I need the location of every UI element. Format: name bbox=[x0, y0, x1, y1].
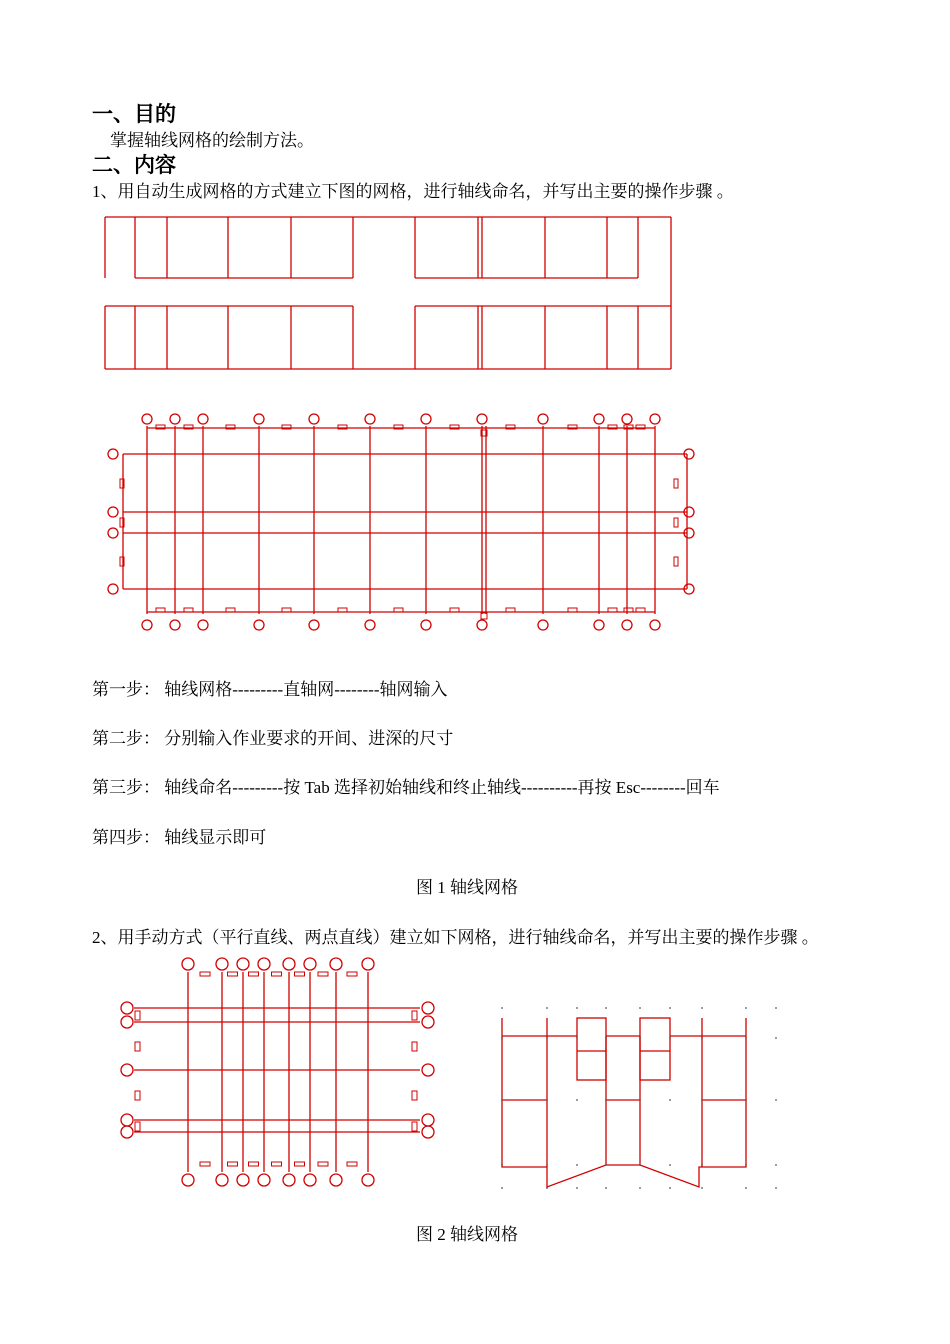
grid-dot bbox=[745, 1164, 747, 1166]
dim-tag bbox=[135, 1091, 140, 1100]
grid-dot bbox=[775, 1099, 777, 1101]
grid-dot bbox=[501, 1037, 503, 1039]
grid-dot bbox=[501, 1007, 503, 1009]
grid-dot bbox=[669, 1099, 671, 1101]
grid-dot bbox=[576, 1037, 578, 1039]
axis-bubble bbox=[182, 1174, 194, 1186]
axis-bubble bbox=[216, 958, 228, 970]
task2-text: 2、用手动方式（平行直线、两点直线）建立如下网格，进行轴线命名，并写出主要的操作步骤 。 bbox=[92, 928, 819, 947]
dim-tag bbox=[272, 1162, 282, 1166]
step-2: 第二步： 分别输入作业要求的开间、进深的尺寸 bbox=[92, 729, 454, 748]
axis-bubble bbox=[421, 414, 431, 424]
axis-bubble bbox=[365, 414, 375, 424]
axis-bubble bbox=[422, 1064, 434, 1076]
axis-bubble bbox=[421, 620, 431, 630]
grid-dot bbox=[745, 1007, 747, 1009]
dim-tag bbox=[674, 479, 678, 488]
dim-tag bbox=[318, 972, 328, 976]
axis-bubble bbox=[477, 620, 487, 630]
axis-bubble bbox=[108, 584, 118, 594]
grid-dot bbox=[669, 1187, 671, 1189]
grid-dot bbox=[576, 1099, 578, 1101]
dim-tag bbox=[249, 972, 259, 976]
axis-bubble bbox=[170, 414, 180, 424]
grid-dot bbox=[701, 1037, 703, 1039]
axis-bubble bbox=[237, 1174, 249, 1186]
grid-dot bbox=[605, 1099, 607, 1101]
axis-bubble bbox=[309, 414, 319, 424]
dim-tag bbox=[200, 1162, 210, 1166]
dim-tag bbox=[272, 972, 282, 976]
dim-tag bbox=[347, 1162, 357, 1166]
grid-dot bbox=[669, 1007, 671, 1009]
grid-dot bbox=[501, 1164, 503, 1166]
grid-figure-2b bbox=[495, 1000, 785, 1200]
grid-dot bbox=[576, 1164, 578, 1166]
dim-tag bbox=[228, 972, 238, 976]
step-1: 第一步： 轴线网格---------直轴网--------轴网输入 bbox=[92, 680, 448, 699]
axis-bubble bbox=[198, 620, 208, 630]
section2-heading: 二、内容 bbox=[92, 153, 176, 177]
dim-tag bbox=[674, 557, 678, 566]
axis-bubble bbox=[108, 507, 118, 517]
dim-tag bbox=[412, 1042, 417, 1051]
grid-dot bbox=[546, 1099, 548, 1101]
axis-bubble bbox=[330, 958, 342, 970]
axis-bubble bbox=[362, 1174, 374, 1186]
axis-bubble bbox=[258, 1174, 270, 1186]
grid-dot bbox=[745, 1037, 747, 1039]
axis-bubble bbox=[182, 958, 194, 970]
figure2-caption: 图 2 轴线网格 bbox=[416, 1225, 518, 1244]
dim-tag bbox=[674, 518, 678, 527]
axis-bubble bbox=[538, 620, 548, 630]
axis-bubble bbox=[283, 958, 295, 970]
axis-bubble bbox=[650, 620, 660, 630]
dim-tag bbox=[412, 1011, 417, 1020]
grid-dot bbox=[639, 1164, 641, 1166]
grid-dot bbox=[701, 1187, 703, 1189]
dim-tag bbox=[135, 1122, 140, 1131]
grid-dot bbox=[701, 1164, 703, 1166]
axis-bubble bbox=[594, 414, 604, 424]
axis-bubble bbox=[622, 620, 632, 630]
grid-dot bbox=[745, 1187, 747, 1189]
axis-bubble bbox=[422, 1016, 434, 1028]
axis-bubble bbox=[142, 620, 152, 630]
step-3: 第三步： 轴线命名---------按 Tab 选择初始轴线和终止轴线----------再按 Esc--------回车 bbox=[92, 778, 720, 797]
dim-tag bbox=[228, 1162, 238, 1166]
plan-room bbox=[577, 1018, 606, 1080]
axis-bubble bbox=[121, 1126, 133, 1138]
dim-tag bbox=[135, 1042, 140, 1051]
step-4: 第四步： 轴线显示即可 bbox=[92, 828, 267, 847]
axis-bubble bbox=[330, 1174, 342, 1186]
plan-room bbox=[640, 1018, 670, 1080]
dim-tag bbox=[295, 972, 305, 976]
axis-bubble bbox=[121, 1002, 133, 1014]
axis-bubble bbox=[538, 414, 548, 424]
grid-dot bbox=[576, 1007, 578, 1009]
grid-dot bbox=[639, 1007, 641, 1009]
dim-tag bbox=[295, 1162, 305, 1166]
grid-dot bbox=[546, 1187, 548, 1189]
axis-bubble bbox=[108, 449, 118, 459]
axis-bubble bbox=[170, 620, 180, 630]
section1-text: 掌握轴线网格的绘制方法。 bbox=[110, 131, 314, 150]
grid-dot bbox=[546, 1037, 548, 1039]
grid-dot bbox=[775, 1037, 777, 1039]
axis-bubble bbox=[422, 1114, 434, 1126]
axis-bubble bbox=[254, 414, 264, 424]
grid-dot bbox=[775, 1164, 777, 1166]
axis-bubble bbox=[258, 958, 270, 970]
plan-outline bbox=[502, 1018, 746, 1187]
grid-dot bbox=[701, 1099, 703, 1101]
dim-tag bbox=[135, 1011, 140, 1020]
dim-tag bbox=[318, 1162, 328, 1166]
grid-dot bbox=[669, 1037, 671, 1039]
grid-dot bbox=[546, 1007, 548, 1009]
grid-figure-1b bbox=[100, 408, 710, 638]
grid-dot bbox=[501, 1099, 503, 1101]
section1-heading: 一、目的 bbox=[92, 102, 176, 126]
axis-bubble bbox=[477, 414, 487, 424]
grid-dot bbox=[745, 1099, 747, 1101]
grid-dot bbox=[501, 1187, 503, 1189]
axis-bubble bbox=[365, 620, 375, 630]
grid-dot bbox=[605, 1187, 607, 1189]
grid-dot bbox=[605, 1037, 607, 1039]
grid-dot bbox=[639, 1099, 641, 1101]
task1-text: 1、用自动生成网格的方式建立下图的网格，进行轴线命名，并写出主要的操作步骤 。 bbox=[92, 182, 734, 201]
axis-bubble bbox=[304, 1174, 316, 1186]
figure1-caption: 图 1 轴线网格 bbox=[416, 878, 518, 897]
grid-dot bbox=[775, 1007, 777, 1009]
axis-bubble bbox=[121, 1016, 133, 1028]
grid-figure-1a bbox=[100, 210, 680, 375]
grid-dot bbox=[605, 1164, 607, 1166]
axis-bubble bbox=[121, 1064, 133, 1076]
dim-tag bbox=[200, 972, 210, 976]
axis-bubble bbox=[422, 1002, 434, 1014]
axis-bubble bbox=[108, 528, 118, 538]
grid-dot bbox=[775, 1187, 777, 1189]
grid-dot bbox=[639, 1037, 641, 1039]
axis-bubble bbox=[283, 1174, 295, 1186]
dim-tag bbox=[249, 1162, 259, 1166]
grid-dot bbox=[576, 1187, 578, 1189]
grid-dot bbox=[701, 1007, 703, 1009]
axis-bubble bbox=[254, 620, 264, 630]
axis-bubble bbox=[216, 1174, 228, 1186]
dim-tag bbox=[347, 972, 357, 976]
axis-bubble bbox=[594, 620, 604, 630]
dim-tag bbox=[412, 1091, 417, 1100]
axis-bubble bbox=[362, 958, 374, 970]
axis-bubble bbox=[237, 958, 249, 970]
grid-dot bbox=[639, 1187, 641, 1189]
dim-tag bbox=[412, 1122, 417, 1131]
axis-bubble bbox=[304, 958, 316, 970]
axis-bubble bbox=[309, 620, 319, 630]
axis-bubble bbox=[121, 1114, 133, 1126]
axis-bubble bbox=[198, 414, 208, 424]
axis-bubble bbox=[622, 414, 632, 424]
axis-bubble bbox=[142, 414, 152, 424]
grid-figure-2a bbox=[110, 950, 450, 1200]
axis-bubble bbox=[650, 414, 660, 424]
axis-bubble bbox=[422, 1126, 434, 1138]
grid-dot bbox=[605, 1007, 607, 1009]
grid-dot bbox=[669, 1164, 671, 1166]
grid-dot bbox=[546, 1164, 548, 1166]
